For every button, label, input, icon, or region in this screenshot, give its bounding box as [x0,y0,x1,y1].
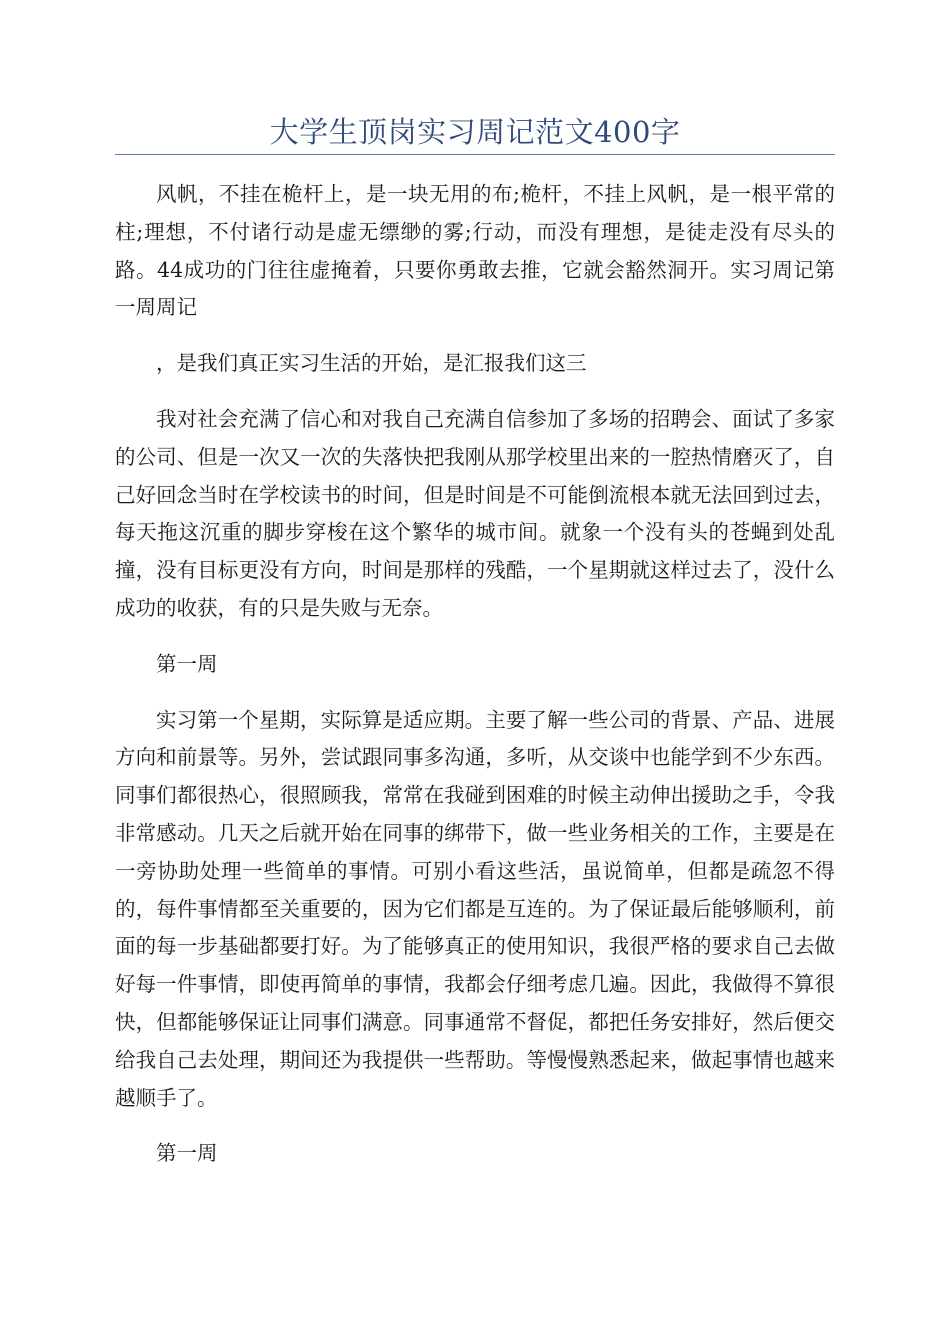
paragraph-job-search: 我对社会充满了信心和对我自己充满自信参加了多场的招聘会、面试了多家的公司、但是一次又一次的失落快把我刚从那学校里出来的一腔热情磨灭了，自己好回念当时在学校读书的时间，但是时间是不可能倒流根本就无法回到过去，每天拖这沉重的脚步穿梭在这个繁华的城市间。就象一个没有头的苍蝇到处乱撞，没有目标更没有方向，时间是那样的残酷，一个星期就这样过去了，没什么成功的收获，有的只是失败与无奈。 [115,406,835,620]
paragraph-report: ，是我们真正实习生活的开始，是汇报我们这三 [156,351,587,376]
paragraph-first-week: 实习第一个星期，实际算是适应期。主要了解一些公司的背景、产品、进展方向和前景等。另外，尝试跟同事多沟通，多听，从交谈中也能学到不少东西。同事们都很热心，很照顾我，常常在我碰到困难的时候主动伸出援助之手，令我非常感动。几天之后就开始在同事的绑带下，做一些业务相关的工作，主要是在一旁协助处理一些简单的事情。可别小看这些活，虽说简单，但都是疏忽不得的，每件事情都至关重要的，因为它们都是互连的。为了保证最后能够顺利，前面的每一步基础都要打好。为了能够真正的使用知识，我很严格的要求自己去做好每一件事情，即使再简单的事情，我都会仔细考虑几遍。因此，我做得不算很快，但都能够保证让同事们满意。同事通常不督促，都把任务安排好，然后便交给我自己去处理，期间还为我提供一些帮助。等慢慢熟悉起来，做起事情也越来越顺手了。 [115,707,835,1110]
paragraph-week-heading-2: 第一周 [156,1141,218,1166]
document-body [115,176,835,1191]
title-underline [115,154,835,155]
document-title: 大学生顶岗实习周记范文400字 [269,115,681,149]
paragraph-intro: 风帆，不挂在桅杆上，是一块无用的布;桅杆，不挂上风帆，是一根平常的柱;理想，不付诸行动是虚无缥缈的雾;行动，而没有理想，是徒走没有尽头的路。44成功的门往往虚掩着，只要你勇敢去推，它就会豁然洞开。实习周记第一周周记 [115,182,835,320]
paragraph-week-heading: 第一周 [156,651,218,676]
